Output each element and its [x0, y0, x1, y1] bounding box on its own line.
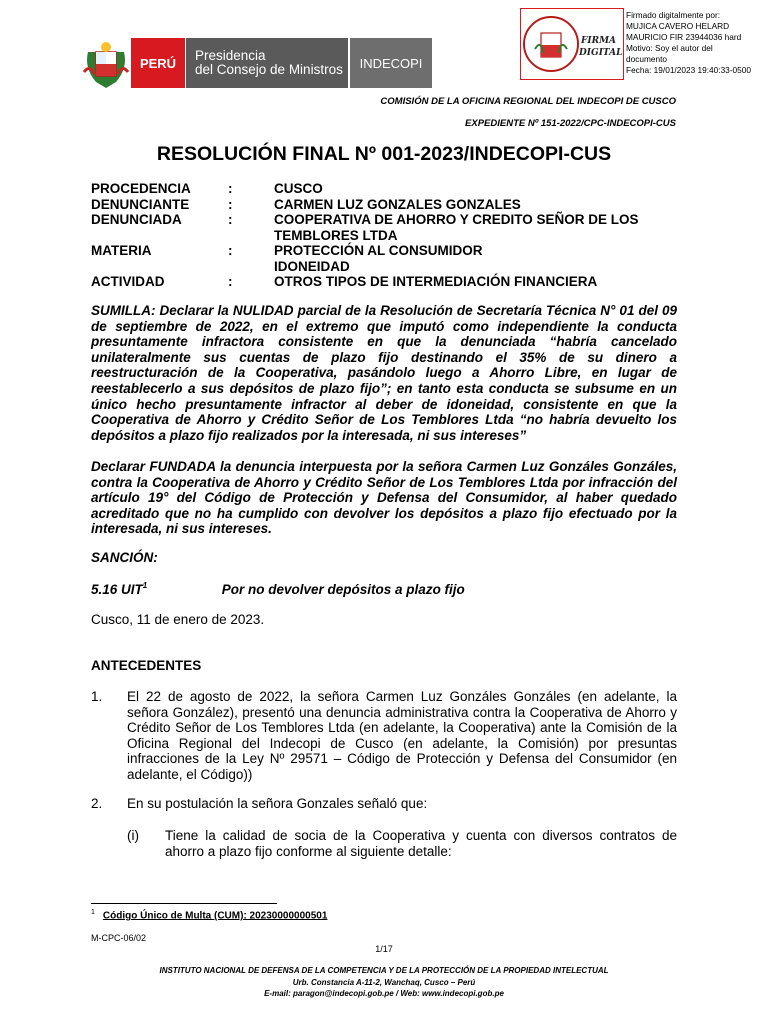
list-item [91, 796, 677, 812]
item-text: El 22 de agosto de 2022, la señora Carmen Luz Gonzáles Gonzáles (en adelante, la señora González), presentó una denuncia administrativa contra la Cooperativa de Ahorro y Crédito Señor de Los Temblores Ltda (en adelante, la Cooperativa) ante la Comisión de la Oficina Regional del Indecopi de Cusco (en adelante, la Comisión) por presuntas infracciones de la Ley Nº 29571 – Código de Protección y Defensa del Consumidor (en adelante, el Código)) [127, 689, 677, 782]
sancion-amount: 5.16 UIT [91, 581, 143, 597]
meta-value: CARMEN LUZ GONZALES GONZALES [274, 196, 521, 212]
peru-coat-of-arms-icon [82, 38, 130, 90]
meta-row [91, 259, 691, 275]
meta-colon [228, 259, 274, 275]
meta-label: PROCEDENCIA [91, 181, 191, 196]
case-metadata [91, 181, 691, 290]
sub-item-number: (i) [127, 828, 139, 843]
sancion-amount-wrap [91, 581, 218, 597]
meta-label: DENUNCIADA [91, 212, 182, 227]
antecedentes-heading: ANTECEDENTES [91, 658, 202, 673]
meta-label: ACTIVIDAD [91, 274, 165, 289]
meta-row [91, 274, 691, 290]
meta-value: CUSCO [274, 181, 323, 196]
footnote-reference: 1 [142, 581, 148, 590]
form-code: M-CPC-06/02 [91, 933, 147, 943]
list-item [91, 689, 677, 783]
peru-logo: PERÚ [131, 38, 185, 88]
signature-details: Firmado digitalmente por: MUJICA CAVERO HELARD MAURICIO FIR 23944036 hard Motivo: Soy el autor del documento Fecha: 19/01/2023 19:40:33-0500 [626, 10, 752, 75]
expediente-header: EXPEDIENTE Nº 151-2022/CPC-INDECOPI-CUS [465, 118, 676, 129]
sancion-row [91, 581, 465, 597]
pcm-line1: Presidencia [195, 48, 266, 63]
meta-colon: : [228, 196, 233, 212]
meta-row [91, 197, 691, 213]
meta-label: MATERIA [91, 243, 152, 258]
page-number: 1/17 [375, 944, 393, 954]
commission-header: COMISIÓN DE LA OFICINA REGIONAL DEL INDECOPI DE CUSCO [380, 96, 676, 107]
footnote-divider [91, 903, 277, 904]
sub-list-item [127, 828, 677, 859]
svg-text:DIGITAL: DIGITAL [579, 48, 623, 58]
digital-signature-stamp [520, 8, 624, 80]
pcm-logo [186, 38, 348, 88]
item-text: En su postulación la señora Gonzales señaló que: [127, 796, 428, 811]
resolution-title: RESOLUCIÓN FINAL Nº 001-2023/INDECOPI-CUS [156, 143, 612, 165]
meta-value: PROTECCIÓN AL CONSUMIDOR [274, 243, 483, 258]
meta-value: IDONEIDAD [274, 258, 350, 274]
footnote-text: Código Único de Multa (CUM): 20230000000501 [102, 910, 328, 922]
meta-row [91, 181, 691, 197]
footnote-mark: 1 [91, 909, 95, 916]
meta-label: DENUNCIANTE [91, 196, 190, 212]
item-number: 1. [91, 689, 103, 704]
svg-text:FIRMA: FIRMA [581, 36, 617, 46]
indecopi-logo: INDECOPI [350, 38, 432, 88]
meta-label [91, 259, 228, 275]
meta-colon: : [228, 243, 233, 258]
item-number: 2. [91, 796, 103, 811]
meta-colon: : [228, 181, 233, 196]
meta-value: OTROS TIPOS DE INTERMEDIACIÓN FINANCIERA [274, 274, 598, 289]
date-line: Cusco, 11 de enero de 2023. [91, 612, 265, 627]
meta-colon: : [228, 212, 233, 227]
footer-contact: E-mail: paragon@indecopi.gob.pe / Web: www.indecopi.gob.pe [264, 989, 504, 998]
sub-item-text: Tiene la calidad de socia de la Cooperativa y cuenta con diversos contratos de ahorro a plazo fijo conforme al siguiente detalle: [165, 828, 677, 859]
footer-institution: INSTITUTO NACIONAL DE DEFENSA DE LA COMPETENCIA Y DE LA PROTECCIÓN DE LA PROPIEDAD INTELECTUAL [159, 966, 609, 975]
meta-colon: : [228, 274, 233, 289]
sumilla-paragraph: SUMILLA: Declarar la NULIDAD parcial de la Resolución de Secretaría Técnica N° 01 del 09 de septiembre de 2022, en el extremo que imputó como independiente la conducta presuntamente infractora consistente en que la denunciada “habría cancelado unilateralmente sus cuentas de plazo fijo destinando el 35% de su dinero a reestructuración de la Cooperativa, pasándolo luego a Ahorro Libre, en lugar de reestablecerlo a sus depósitos de plazo fijo”; en tanto esta conducta se subsume en un único hecho presuntamente infractor al deber de idoneidad, consistente en que la Cooperativa de Ahorro y Crédito Señor de Los Temblores Ltda “no habría devuelto los depósitos a plazo fijo realizados por la interesada, ni sus intereses” [91, 303, 677, 443]
fundada-paragraph: Declarar FUNDADA la denuncia interpuesta por la señora Carmen Luz Gonzáles Gonzáles, contra la Cooperativa de Ahorro y Crédito Señor de Los Temblores Ltda por infracción del artículo 19° del Código de Protección y Defensa del Consumidor, al haber quedado acreditado que no ha cumplido con devolver los depósitos a plazo fijo efectuado por la interesada, ni sus intereses. [91, 459, 677, 537]
footer-address: Urb. Constancia A-11-2, Wanchaq, Cusco – Perú [292, 978, 476, 987]
pcm-line2: del Consejo de Ministros [195, 62, 343, 77]
sancion-label: SANCIÓN: [91, 550, 158, 565]
meta-row [91, 243, 691, 259]
sancion-description: Por no devolver depósitos a plazo fijo [221, 581, 465, 597]
meta-value: COOPERATIVA DE AHORRO Y CREDITO SEÑOR DE LOS TEMBLORES LTDA [274, 212, 639, 243]
meta-row [91, 212, 691, 243]
footnote [91, 909, 327, 921]
